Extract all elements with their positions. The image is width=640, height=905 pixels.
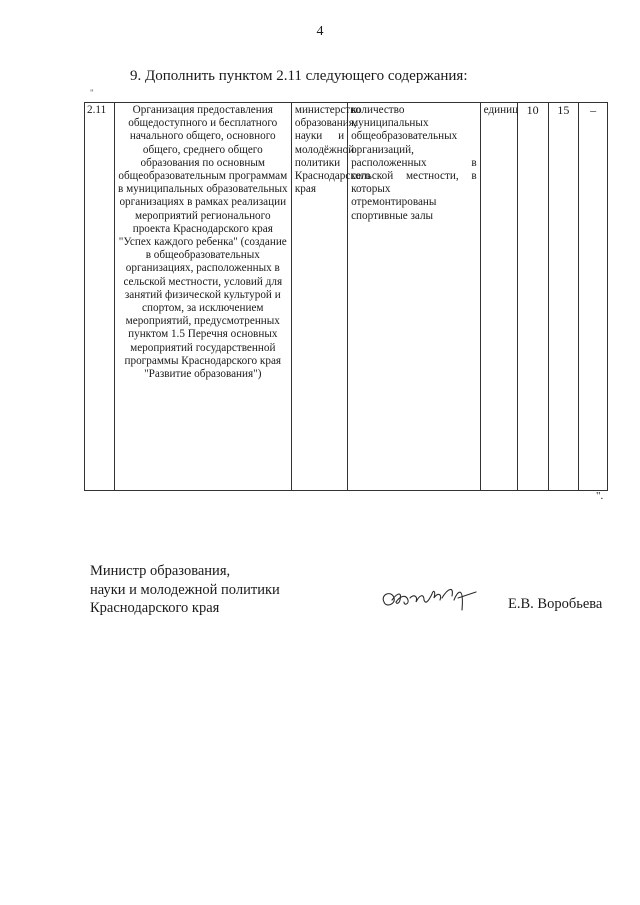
signer-title-line-1: Министр образования, <box>90 563 231 579</box>
activity-description: Организация предоставления общедоступного и бесплатного начального общего, основного общего, среднего общего образования по основным общеобразовательным программам в муниципальных образовательных организациях в рамках реализации мероприятий регионального проекта Краснодарского края "Успех каждого ребенка" (создание в общеобразовательных организациях, расположенных в сельской местности, условий для занятий физической культурой и спортом, за исключением мероприятий, предусмотренных пунктом 1.5 Перечня основных мероприятий государственной программы Краснодарского края "Развитие образования") <box>114 103 291 491</box>
value-2: 15 <box>548 103 579 491</box>
signer-name: Е.В. Воробьева <box>508 596 603 612</box>
handwritten-signature <box>378 580 488 620</box>
indicator: количество муниципальных общеобразовательных организаций, расположенных в сельской местности, в которых отремонтированы спортивные залы <box>348 103 481 491</box>
amendment-intro: 9. Дополнить пунктом 2.11 следующего содержания: <box>130 68 468 84</box>
signer-title-line-2: науки и молодежной политики <box>90 581 280 598</box>
page-number: 4 <box>316 24 324 39</box>
value-1: 10 <box>517 103 548 491</box>
opening-quote: " <box>90 88 94 98</box>
row-number: 2.11 <box>85 103 115 491</box>
amendment-table <box>84 102 608 491</box>
unit: единиц <box>480 103 517 491</box>
signature-block <box>90 562 280 618</box>
closing-quote: ". <box>596 490 604 502</box>
table-row <box>85 103 608 491</box>
executor: министерство образования, науки и молодёжной политики Краснодарского края <box>291 103 347 491</box>
value-3: – <box>579 103 608 491</box>
signer-title-line-3: Краснодарского края <box>90 600 220 616</box>
